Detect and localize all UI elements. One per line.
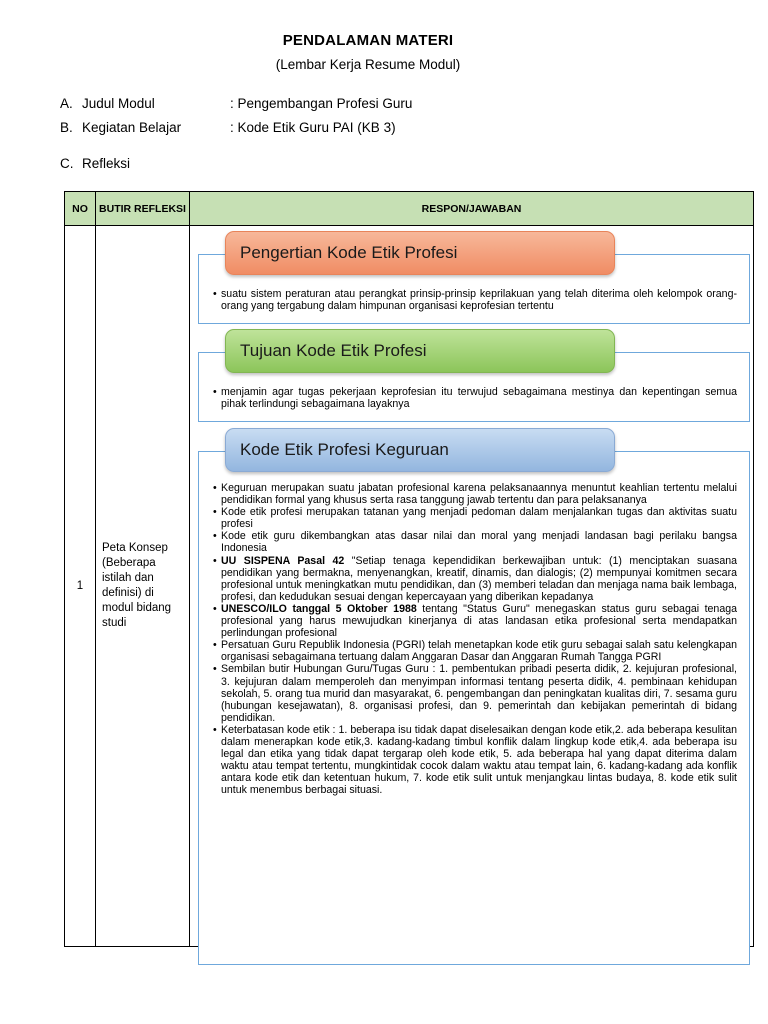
list-item-text: tentang "Status Guru" menegaskan status guru sebagai tenaga profesional yang harus mewujudkan kinerjanya di atas landasan etika profesional serta mendapatkan perlindungan profesional: [221, 602, 738, 640]
meta-key: Kegiatan Belajar: [82, 120, 182, 135]
section-title-text: Tujuan Kode Etik Profesi: [240, 341, 427, 360]
page-title: PENDALAMAN MATERI: [282, 32, 454, 49]
section-box-kode-etik-keguruan: [198, 451, 750, 965]
row-number: 1: [65, 226, 96, 947]
list-item: • suatu sistem peraturan atau perangkat prinsip-prinsip keprilakuan yang telah diterima oleh kelompok orang-orang yang tergabung dalam himpunan organisasi keprofesian tertentu: [213, 288, 737, 312]
meta-value: : Pengembangan Profesi Guru: [230, 96, 413, 111]
list-item: • Kode etik profesi merupakan tatanan yang menjadi pedoman dalam menjalankan tugas dan aktivitas suatu profesi: [213, 506, 737, 530]
meta-key: Judul Modul: [82, 96, 155, 111]
list-item: • menjamin agar tugas pekerjaan keprofesian itu terwujud sebagaimana mestinya dan kepentingan semua pihak terlindungi sebagaimana layaknya: [213, 386, 737, 410]
header-butir-refleksi: BUTIR REFLEKSI: [96, 192, 190, 226]
table-row: [65, 226, 754, 947]
meta-letter: A.: [60, 96, 73, 111]
header-no: NO: [65, 192, 96, 226]
list-item: • Keterbatasan kode etik : 1. beberapa isu tidak dapat diselesaikan dengan kode etik,2. ada beberapa kesulitan dalam menerapkan kode etik,3. kadang-kadang timbul konflik dalam lingkup kode etik,4. ada beberapa isu legal dan etika yang tidak dapat tergarap oleh kode etik, 5. ada beberapa hal yang dapat diterima dalam waktu atau tempat tertentu, mungkintidak cocok dalam waktu atau tempat lain, 6. kadang-kadang ada konflik antara kode etik dan ketentuan hukum, 7. kode etik sulit untuk menjangkau lintas budaya, 8. kode etik sulit untuk menembus berbagai situasi.: [213, 724, 737, 797]
section-title-tujuan: [225, 329, 615, 373]
list-item: • Kode etik guru dikembangkan atas dasar nilai dan moral yang menjadi landasan bagi perilaku bangsa Indonesia: [213, 530, 737, 554]
section-title-kode-etik-keguruan: [225, 428, 615, 472]
reflection-table: [64, 191, 754, 947]
law-reference: UNESCO/ILO tanggal 5 Oktober 1988: [221, 602, 417, 615]
law-reference: UU SISPENA Pasal 42: [221, 554, 345, 567]
list-item-text: "Setiap tenaga kependidikan berkewajiban untuk: (1) menciptakan suasana pendidikan yang bermakna, menyenangkan, kreatif, dinamis, dan dialogis; (2) mempunyai komitmen secara profesional untuk meningkatkan mutu pendidikan, dan (3) memberi teladan dan menjaga nama baik lembaga, profesi, dan kedudukan sesuai dengan kepercayaan yang diberikan kepadanya: [221, 554, 738, 603]
meta-value: : Kode Etik Guru PAI (KB 3): [230, 120, 396, 135]
list-item: • Sembilan butir Hubungan Guru/Tugas Guru : 1. pembentukan pribadi peserta didik, 2. kejujuran profesional, 3. kejujuran dalam memperoleh dan menyimpan informasi tentang peserta didik, 4. pembinaan kehidupan sekolah, 5. orang tua murid dan masyarakat, 6. pengembangan dan peningkatan kualitas diri, 7. sesama guru (hubungan kesejawatan), 8. organisasi profesi, dan 9. pemerintah dan kebijakan pemerintah di bidang pendidikan.: [213, 663, 737, 723]
meta-row-judul-modul: [60, 96, 412, 111]
row-butir: Peta Konsep (Beberapa istilah dan definisi) di modul bidang studi: [96, 226, 190, 947]
section-title-text: Kode Etik Profesi Keguruan: [240, 440, 449, 459]
meta-row-kegiatan-belajar: [60, 120, 396, 135]
section-title-text: Pengertian Kode Etik Profesi: [240, 243, 458, 262]
row-response: [190, 226, 754, 947]
meta-key: Refleksi: [82, 156, 131, 171]
list-item: [213, 603, 737, 639]
header-respon-jawaban: RESPON/JAWABAN: [190, 192, 754, 226]
table-header-row: [65, 192, 754, 226]
meta-row-refleksi: [60, 156, 230, 171]
list-item: • Persatuan Guru Republik Indonesia (PGRI) telah menetapkan kode etik guru sebagai salah satu kelengkapan organisasi sebagaimana tertuang dalam Anggaran Dasar dan Anggaran Rumah Tangga PGRI: [213, 639, 737, 663]
list-item: • Keguruan merupakan suatu jabatan profesional karena pelaksanaannya menuntut keahlian tertentu melalui pendidikan formal yang khusus serta rasa tanggung jawab tertentu dan para pelaksananya: [213, 482, 737, 506]
section-title-pengertian: [225, 231, 615, 275]
meta-letter: B.: [60, 120, 73, 135]
meta-letter: C.: [60, 156, 74, 171]
list-item: [213, 555, 737, 603]
page-subtitle: (Lembar Kerja Resume Modul): [275, 57, 461, 72]
